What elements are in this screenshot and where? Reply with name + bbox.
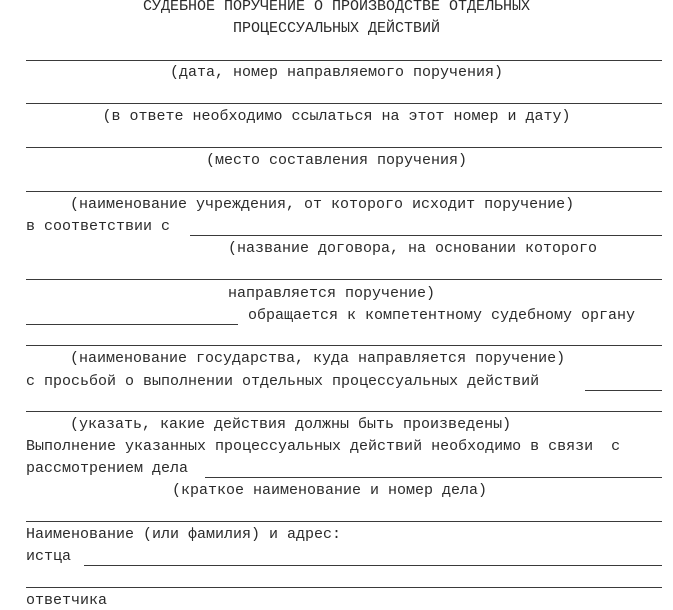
agreement-hint-2: направляется поручение) <box>228 285 436 302</box>
agreement-field[interactable] <box>190 235 662 236</box>
date-number-field[interactable] <box>26 60 662 61</box>
case-field[interactable] <box>205 477 662 478</box>
name-address-label: Наименование (или фамилия) и адрес: <box>26 526 342 543</box>
reference-field[interactable] <box>26 103 662 104</box>
agreement-hint-1: (название договора, на основании которого <box>228 240 598 257</box>
agreement-field-cont[interactable] <box>26 279 662 280</box>
title-line-1: СУДЕБНОЕ ПОРУЧЕНИЕ О ПРОИЗВОДСТВЕ ОТДЕЛЬНЫХ <box>142 0 531 15</box>
actions-field-cont[interactable] <box>26 411 662 412</box>
case-review-label: рассмотрением дела <box>26 460 189 477</box>
title-line-2: ПРОЦЕССУАЛЬНЫХ ДЕЙСТВИЙ <box>232 20 441 37</box>
place-hint: (место составления поручения) <box>205 152 468 169</box>
actions-field[interactable] <box>585 390 662 391</box>
state-field[interactable] <box>26 345 662 346</box>
applicant-field[interactable] <box>26 324 238 325</box>
plaintiff-field[interactable] <box>84 565 662 566</box>
reference-hint: (в ответе необходимо ссылаться на этот номер и дату) <box>102 108 571 125</box>
defendant-label: ответчика <box>26 592 108 609</box>
case-hint: (краткое наименование и номер дела) <box>172 482 488 499</box>
case-field-cont[interactable] <box>26 521 662 522</box>
institution-field[interactable] <box>26 191 662 192</box>
institution-hint: (наименование учреждения, от которого исходит поручение) <box>70 196 575 213</box>
place-field[interactable] <box>26 147 662 148</box>
plaintiff-label: истца <box>26 548 72 565</box>
in-accordance-label: в соответствии с <box>26 218 171 235</box>
execution-text: Выполнение указанных процессуальных действий необходимо в связи с <box>26 438 621 455</box>
request-text: с просьбой о выполнении отдельных процессуальных действий <box>26 373 540 390</box>
actions-hint: (указать, какие действия должны быть произведены) <box>70 416 512 433</box>
applies-to-text: обращается к компетентному судебному органу <box>248 307 636 324</box>
date-number-hint: (дата, номер направляемого поручения) <box>169 64 504 81</box>
state-hint: (наименование государства, куда направляется поручение) <box>70 350 566 367</box>
plaintiff-field-cont[interactable] <box>26 587 662 588</box>
